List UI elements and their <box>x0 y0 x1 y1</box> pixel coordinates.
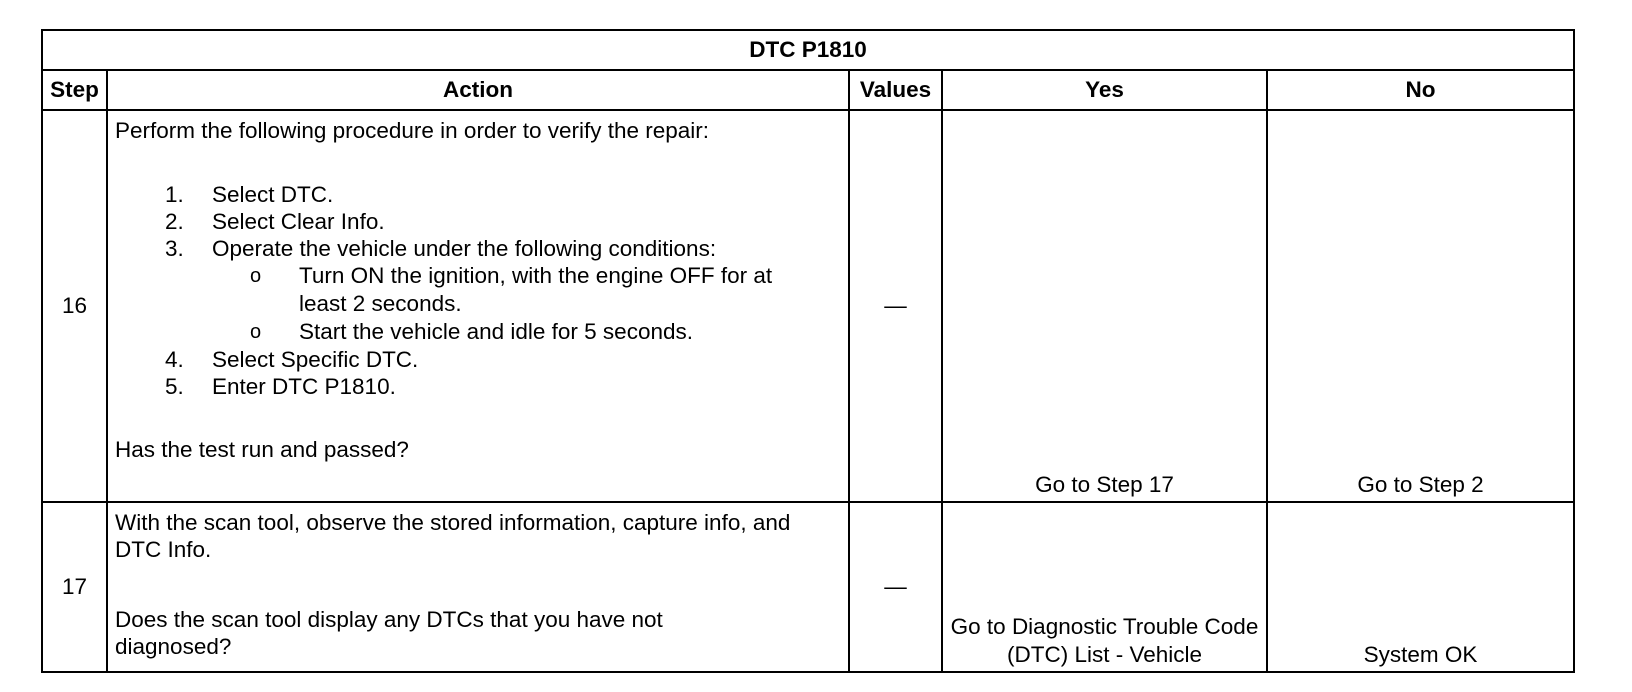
step-text: Select Specific DTC. <box>212 347 419 372</box>
no-link[interactable]: Go to Step 2 <box>1357 472 1484 497</box>
table-row-step-17 <box>42 502 1574 672</box>
bullet-icon: o <box>250 321 262 343</box>
step-text: Select Clear Info. <box>212 209 385 234</box>
yes-cell <box>942 502 1267 672</box>
header-values: Values <box>849 70 942 110</box>
no-link[interactable]: System OK <box>1363 642 1478 667</box>
yes-link[interactable]: Go to Step 17 <box>1035 472 1174 497</box>
header-step: Step <box>42 70 107 110</box>
header-row <box>42 70 1574 110</box>
step-number: 17 <box>42 502 107 672</box>
values-cell <box>849 502 942 672</box>
no-cell <box>1267 110 1574 502</box>
sub-steps <box>212 262 842 346</box>
step-text: Select DTC. <box>212 182 334 207</box>
procedure-step <box>115 235 842 346</box>
values-dash: — <box>884 574 907 599</box>
action-cell <box>107 502 849 672</box>
step-num: 1. <box>165 182 184 207</box>
yes-cell <box>942 110 1267 502</box>
procedure-step <box>115 208 842 235</box>
header-no: No <box>1267 70 1574 110</box>
no-cell <box>1267 502 1574 672</box>
procedure-steps <box>115 181 842 400</box>
action-cell <box>107 110 849 502</box>
procedure-step <box>115 373 842 400</box>
sub-step-text: Turn ON the ignition, with the engine OFF for at least 2 seconds. <box>299 263 773 316</box>
title-row <box>42 30 1574 70</box>
sub-step <box>204 318 809 346</box>
step-number: 16 <box>42 110 107 502</box>
procedure-step <box>115 346 842 373</box>
step-num: 3. <box>165 236 184 261</box>
step-text: Operate the vehicle under the following conditions: <box>212 236 717 261</box>
sub-step-text: Start the vehicle and idle for 5 seconds. <box>299 319 693 344</box>
procedure-step <box>115 181 842 208</box>
action-question: Has the test run and passed? <box>115 437 409 462</box>
action-question: Does the scan tool display any DTCs that you have not diagnosed? <box>115 607 663 659</box>
values-cell <box>849 110 942 502</box>
header-yes: Yes <box>942 70 1267 110</box>
action-intro: Perform the following procedure in order to verify the repair: <box>115 118 710 143</box>
sub-step <box>204 262 809 318</box>
table-title: DTC P1810 <box>42 30 1574 70</box>
table-row-step-16 <box>42 110 1574 502</box>
step-num: 5. <box>165 374 184 399</box>
bullet-icon: o <box>250 265 262 287</box>
dtc-table <box>41 29 1575 673</box>
yes-link[interactable]: Go to Diagnostic Trouble Code (DTC) List - Vehicle <box>950 614 1259 667</box>
step-num: 4. <box>165 347 184 372</box>
step-num: 2. <box>165 209 184 234</box>
action-text: With the scan tool, observe the stored information, capture info, and DTC Info. <box>115 510 791 562</box>
header-action: Action <box>107 70 849 110</box>
step-text: Enter DTC P1810. <box>212 374 396 399</box>
values-dash: — <box>884 293 907 318</box>
